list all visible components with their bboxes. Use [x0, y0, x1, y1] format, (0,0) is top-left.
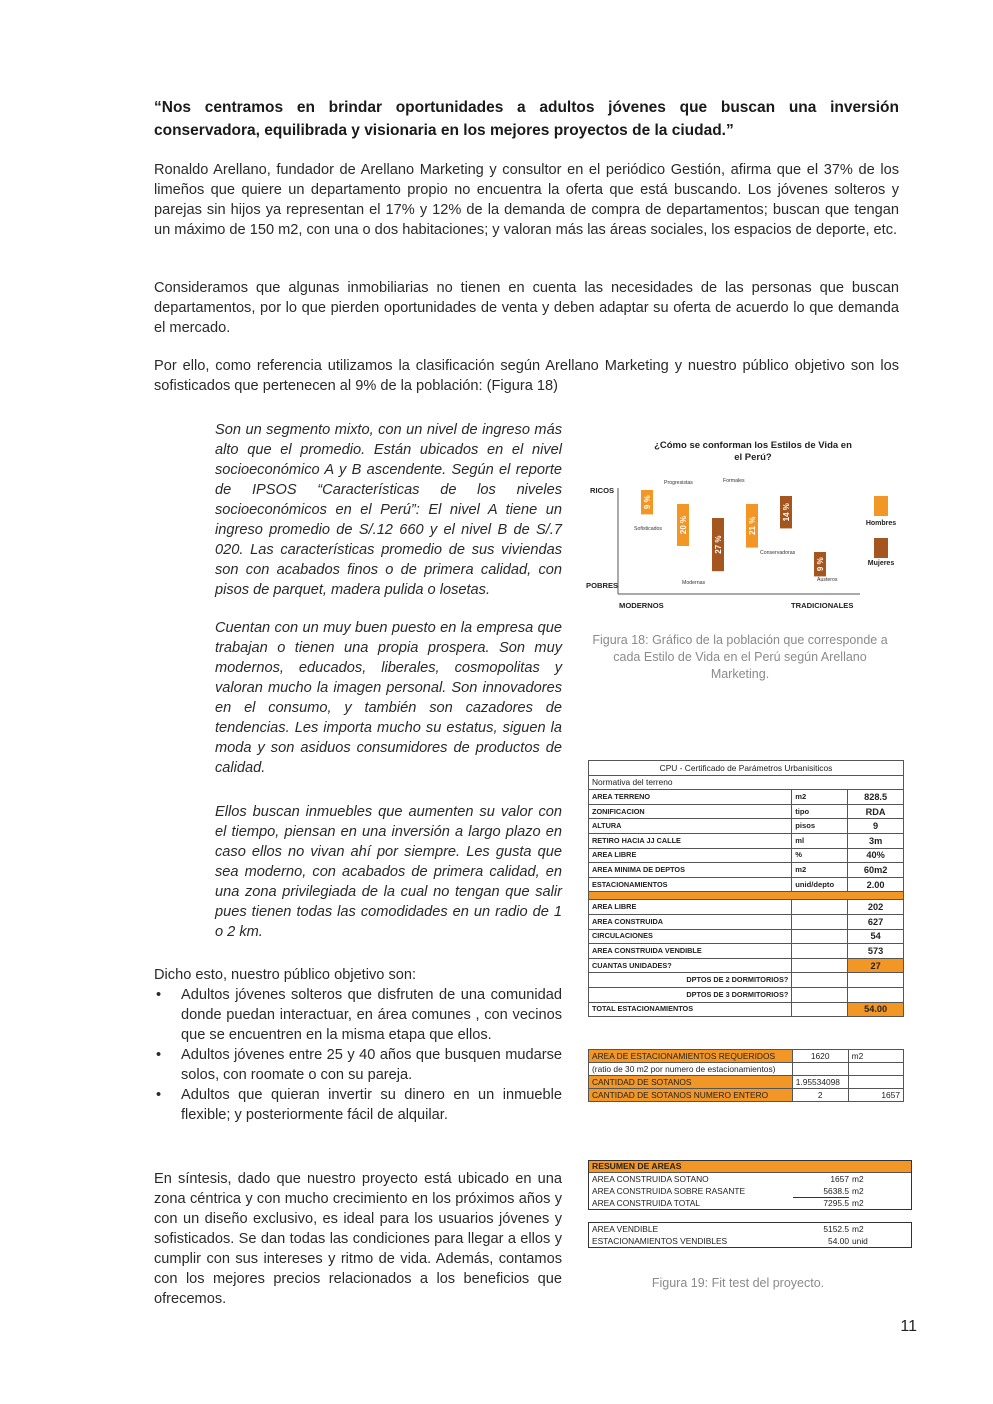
- paragraph-arellano: Ronaldo Arellano, fundador de Arellano Marketing y consultor en el periódico Gestión, afirma que el 37% de los limeños que quiere un departamento propio no encuentra la oferta que está buscando. Los jóvenes solteros y parejas sin hijos ya representan el 17% y 12% de la demanda de compra de departamentos; buscan que tengan un máximo de 150 m2, con una o dos habitaciones; y valoran más las áreas sociales, los espacios de deporte, etc.: [154, 162, 899, 238]
- table-row: TOTAL ESTACIONAMIENTOS 54.00: [589, 1002, 904, 1017]
- table-row: AREA VENDIBLE 5152.5 m2: [592, 1224, 864, 1234]
- legend-swatch-hombres: [874, 496, 888, 516]
- sellable-table: [588, 1222, 912, 1248]
- paragraph-inmobiliarias: Consideramos que algunas inmobiliarias no tienen en cuenta las necesidades de las personas que buscan departamentos, por lo que pierden oportunidades de venta y deben adaptar su oferta de acuerdo lo que demanda el mercado.: [154, 280, 899, 336]
- chart-title-line1: ¿Cómo se conforman los Estilos de Vida en: [654, 440, 852, 451]
- bar-value-label: 9 %: [816, 557, 825, 572]
- table-row: CANTIDAD DE SOTANOS 1.95534098: [589, 1076, 904, 1089]
- table-row: ALTURA pisos 9: [589, 819, 904, 834]
- lifestyle-chart: [585, 432, 915, 617]
- bar-value-label: 14 %: [782, 503, 791, 522]
- italic-block-lifestyle: Cuentan con un muy buen puesto en la empresa que trabajan o tienen una propia prospera. Son muy modernos, educados, liberales, cosmopolitas y valoran mucho la imagen personal. Son innovadores en el consumo, y también son cazadores de tendencias. Les importa mucho su estatus, siguen la moda y son asiduos consumidores de productos de calidad.: [215, 620, 562, 776]
- list-item: • Adultos jóvenes entre 25 y 40 años que busquen mudarse solos, con roomate o con su pareja.: [154, 1045, 562, 1085]
- table-row: AREA CONSTRUIDA SOTANO 1657 m2: [592, 1174, 864, 1184]
- category-label: Formales: [723, 478, 745, 484]
- bar-value-label: 21 %: [748, 516, 757, 535]
- synthesis-paragraph: En síntesis, dado que nuestro proyecto está ubicado en una zona céntrica y con mucho crecimiento en los próximos años y con un diseño exclusivo, es ideal para los usuarios jóvenes y sofisticados. Se dan todas las condiciones para llegar a ellos y cumplir con sus intereses y ritmo de vida. Además, contamos con los mejores precios relacionados a los beneficios que ofrecemos.: [154, 1171, 562, 1307]
- table-row: CUANTAS UNIDADES? 27: [589, 958, 904, 973]
- intro-quote: “Nos centramos en brindar oportunidades a adultos jóvenes que buscan una inversión conservadora, equilibrada y visionaria en los mejores proyectos de la ciudad.”: [154, 99, 899, 139]
- table-row: ESTACIONAMIENTOS unid/depto 2.00: [589, 877, 904, 892]
- bar-value-label: 20 %: [679, 515, 688, 535]
- legend-label-hombres: Hombres: [865, 520, 897, 527]
- category-label: Progresistas: [664, 480, 693, 486]
- italic-block-investment: Ellos buscan inmuebles que aumenten su valor con el tiempo, piensan en una inversión a largo plazo en caso ellos no vivan ahí por siempre. Les gusta que sea moderno, con acabados de primera calidad, en una zona privilegiada de la cual no tengan que salir pues tienen todas las comodidades en un radio de 1 o 2 km.: [215, 804, 562, 940]
- legend-swatch-mujeres: [874, 538, 888, 558]
- table-row: AREA TERRENO m2 828.5: [589, 790, 904, 805]
- table-row: AREA CONSTRUIDA SOBRE RASANTE 5638.5 m2: [592, 1186, 864, 1196]
- table-row: DPTOS DE 3 DORMITORIOS?: [589, 987, 904, 1002]
- list-item: • Adultos jóvenes solteros que disfruten de una comunidad donde puedan interactuar, en área comunes , con vecinos que se encuentren en la misma etapa que ellos.: [154, 985, 562, 1045]
- table-row: CANTIDAD DE SOTANOS NUMERO ENTERO 2 1657: [589, 1089, 904, 1102]
- category-label: Sofisticados: [634, 526, 662, 532]
- table-row: AREA MINIMA DE DEPTOS m2 60m2: [589, 863, 904, 878]
- table-row: AREA LIBRE 202: [589, 900, 904, 915]
- parking-table: [588, 1049, 904, 1102]
- table-row: DPTOS DE 2 DORMITORIOS?: [589, 973, 904, 988]
- figure18-caption: Figura 18: Gráfico de la población que corresponde a cada Estilo de Vida en el Perú según Arellano Marketing.: [592, 633, 888, 681]
- target-intro: Dicho esto, nuestro público objetivo son:: [154, 967, 417, 983]
- table-divider: [589, 892, 904, 900]
- list-item: • Adultos que quieran invertir su dinero en un inmueble flexible; y posteriormente fácil de alquilar.: [154, 1085, 562, 1125]
- y-label-top: RICOS: [590, 486, 615, 495]
- cpu-title: CPU - Certificado de Parámetros Urbanisiticos: [589, 761, 904, 776]
- summary-title: RESUMEN DE AREAS: [589, 1161, 911, 1173]
- target-section: [154, 965, 562, 1125]
- page-number: 11: [900, 1318, 917, 1335]
- paragraph-referencia: Por ello, como referencia utilizamos la clasificación según Arellano Marketing y nuestro público objetivo son los sofisticados que pertenecen al 9% de la población: (Figura 18): [154, 358, 899, 394]
- y-label-bottom: POBRES: [586, 581, 619, 590]
- table-row: ESTACIONAMIENTOS VENDIBLES 54.00 unid: [592, 1236, 868, 1246]
- cpu-subtitle: Normativa del terreno: [589, 775, 904, 790]
- table-row: AREA CONSTRUIDA 627: [589, 914, 904, 929]
- bar-value-label: 27 %: [714, 535, 723, 554]
- x-label-right: TRADICIONALES: [791, 601, 854, 610]
- italic-block-segment: Son un segmento mixto, con un nivel de ingreso más alto que el promedio. Están ubicados en el nivel socioeconómico A y B ascendente. Según el reporte de IPSOS “Características de los niveles socioeconómicos en el Perú”: El nivel A tiene un ingreso promedio de S/.12 660 y el nivel B de S/.7 020. Las características promedio de sus viviendas son con acabados finos o de primera calidad, con pisos de parquet, madera pulida o losetas.: [215, 422, 562, 598]
- target-list: [154, 985, 562, 1125]
- chart-bars: [634, 478, 838, 586]
- cpu-table: [588, 760, 904, 1017]
- table-row: (ratio de 30 m2 por numero de estacionamientos): [589, 1063, 904, 1076]
- category-label: Austeros: [817, 577, 838, 583]
- table-row: AREA LIBRE % 40%: [589, 848, 904, 863]
- table-row: ZONIFICACION tipo RDA: [589, 804, 904, 819]
- bar-value-label: 9 %: [643, 495, 652, 510]
- table-row: RETIRO HACIA JJ CALLE ml 3m: [589, 833, 904, 848]
- table-row: AREA DE ESTACIONAMIENTOS REQUERIDOS 1620 m2: [589, 1050, 904, 1063]
- chart-title-line2: el Perú?: [734, 452, 772, 463]
- category-label: Modernas: [682, 580, 706, 586]
- table-row: AREA CONSTRUIDA TOTAL 7295.5 m2: [592, 1198, 864, 1208]
- legend-label-mujeres: Mujeres: [867, 560, 895, 567]
- x-label-left: MODERNOS: [619, 601, 664, 610]
- table-row: AREA CONSTRUIDA VENDIBLE 573: [589, 944, 904, 959]
- category-label: Conservadoras: [760, 550, 796, 556]
- summary-table: [588, 1160, 912, 1210]
- table-row: CIRCULACIONES 54: [589, 929, 904, 944]
- figure19-caption: Figura 19: Fit test del proyecto.: [651, 1276, 825, 1290]
